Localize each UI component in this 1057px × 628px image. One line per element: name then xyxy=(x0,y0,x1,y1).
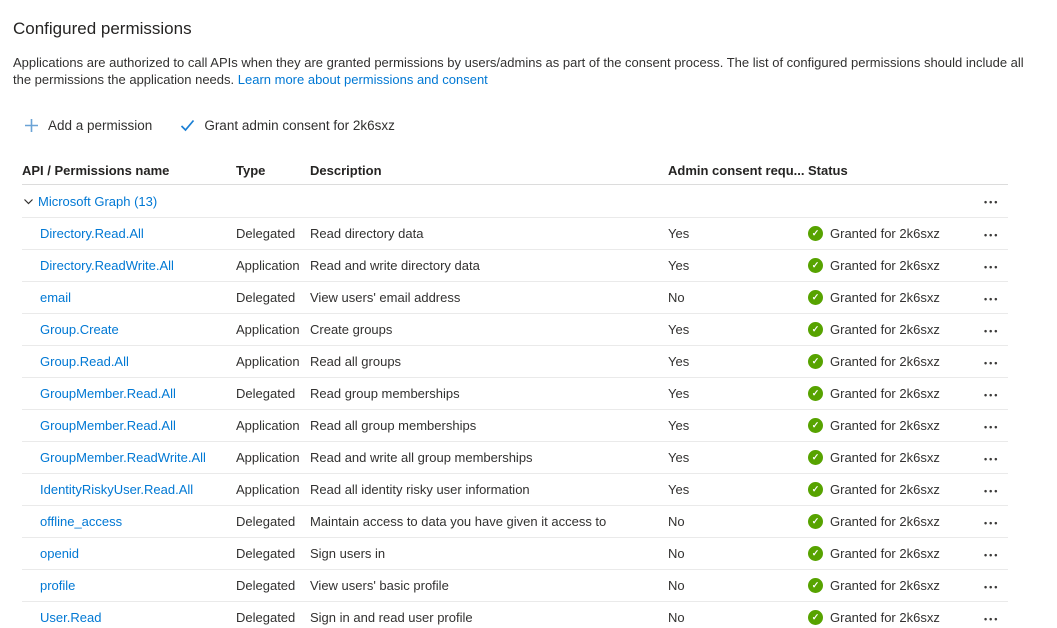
permission-name-link[interactable]: openid xyxy=(40,546,80,561)
status-text: Granted for 2k6sxz xyxy=(830,546,940,561)
status-text: Granted for 2k6sxz xyxy=(830,610,940,625)
permission-description: Read all identity risky user information xyxy=(310,482,530,497)
granted-check-icon: ✓ xyxy=(808,386,823,401)
ellipsis-icon: ••• xyxy=(984,389,1000,400)
add-permission-label: Add a permission xyxy=(48,117,153,133)
ellipsis-icon: ••• xyxy=(984,261,1000,272)
admin-consent-required-value: Yes xyxy=(668,354,690,369)
status-text: Granted for 2k6sxz xyxy=(830,322,940,337)
admin-consent-required-value: Yes xyxy=(668,386,690,401)
permission-type: Application xyxy=(236,418,300,433)
granted-check-icon: ✓ xyxy=(808,546,823,561)
row-context-menu-button[interactable] xyxy=(984,260,1008,272)
permission-type: Application xyxy=(236,258,300,273)
grant-admin-consent-label: Grant admin consent for 2k6sxz xyxy=(204,117,395,133)
table-body xyxy=(22,218,1008,628)
chevron-down-icon xyxy=(22,194,35,208)
permission-name-link[interactable]: User.Read xyxy=(40,610,102,625)
row-context-menu-button[interactable] xyxy=(984,516,1008,528)
permission-row xyxy=(22,346,1008,378)
permission-row xyxy=(22,538,1008,570)
row-context-menu-button[interactable] xyxy=(984,580,1008,592)
permission-row xyxy=(22,506,1008,538)
permission-row xyxy=(22,570,1008,602)
learn-more-link[interactable]: Learn more about permissions and consent xyxy=(237,72,488,87)
permission-name-link[interactable]: profile xyxy=(40,578,76,593)
permission-description: Read group memberships xyxy=(310,386,460,401)
permission-type: Delegated xyxy=(236,290,296,305)
permission-name-link[interactable]: GroupMember.ReadWrite.All xyxy=(40,450,206,465)
ellipsis-icon: ••• xyxy=(984,613,1000,624)
permission-row xyxy=(22,442,1008,474)
permission-type: Delegated xyxy=(236,546,296,561)
status-text: Granted for 2k6sxz xyxy=(830,418,940,433)
permissions-table xyxy=(22,156,1008,628)
permission-description: Sign users in xyxy=(310,546,386,561)
table-header xyxy=(22,156,1008,185)
add-permission-button[interactable] xyxy=(24,118,152,133)
permission-type: Delegated xyxy=(236,514,296,529)
permission-description: Read all group memberships xyxy=(310,418,477,433)
status-text: Granted for 2k6sxz xyxy=(830,386,940,401)
permission-description: Read all groups xyxy=(310,354,402,369)
permission-row xyxy=(22,218,1008,250)
permission-name-link[interactable]: Group.Create xyxy=(40,322,119,337)
admin-consent-required-value: No xyxy=(668,290,685,305)
granted-check-icon: ✓ xyxy=(808,322,823,337)
permission-name-link[interactable]: GroupMember.Read.All xyxy=(40,386,176,401)
admin-consent-required-value: No xyxy=(668,546,685,561)
permission-name-link[interactable]: Directory.Read.All xyxy=(40,226,144,241)
ellipsis-icon: ••• xyxy=(984,229,1000,240)
row-context-menu-button[interactable] xyxy=(984,452,1008,464)
permission-type: Delegated xyxy=(236,386,296,401)
row-context-menu-button[interactable] xyxy=(984,484,1008,496)
header-permissions-name: API / Permissions name xyxy=(22,162,170,178)
admin-consent-required-value: Yes xyxy=(668,258,690,273)
granted-check-icon: ✓ xyxy=(808,514,823,529)
granted-check-icon: ✓ xyxy=(808,354,823,369)
row-context-menu-button[interactable] xyxy=(984,612,1008,624)
status-text: Granted for 2k6sxz xyxy=(830,514,940,529)
status-text: Granted for 2k6sxz xyxy=(830,226,940,241)
permission-row xyxy=(22,602,1008,628)
permission-row xyxy=(22,378,1008,410)
admin-consent-required-value: Yes xyxy=(668,322,690,337)
checkmark-icon xyxy=(180,119,195,132)
permission-type: Application xyxy=(236,482,300,497)
admin-consent-required-value: Yes xyxy=(668,482,690,497)
admin-consent-required-value: No xyxy=(668,610,685,625)
permission-description: View users' basic profile xyxy=(310,578,449,593)
admin-consent-required-value: No xyxy=(668,514,685,529)
permission-name-link[interactable]: GroupMember.Read.All xyxy=(40,418,176,433)
ellipsis-icon: ••• xyxy=(984,293,1000,304)
status-text: Granted for 2k6sxz xyxy=(830,290,940,305)
permission-type: Application xyxy=(236,322,300,337)
permission-description: Read directory data xyxy=(310,226,424,241)
status-text: Granted for 2k6sxz xyxy=(830,482,940,497)
ellipsis-icon: ••• xyxy=(984,549,1000,560)
row-context-menu-button[interactable] xyxy=(984,292,1008,304)
granted-check-icon: ✓ xyxy=(808,450,823,465)
permission-name-link[interactable]: email xyxy=(40,290,72,305)
grant-admin-consent-button[interactable] xyxy=(180,118,395,133)
permission-type: Delegated xyxy=(236,226,296,241)
admin-consent-required-value: No xyxy=(668,578,685,593)
status-text: Granted for 2k6sxz xyxy=(830,578,940,593)
admin-consent-required-value: Yes xyxy=(668,226,690,241)
permission-type: Delegated xyxy=(236,578,296,593)
group-toggle[interactable] xyxy=(22,194,984,209)
granted-check-icon: ✓ xyxy=(808,226,823,241)
add-icon xyxy=(24,118,39,133)
ellipsis-icon: ••• xyxy=(984,421,1000,432)
status-text: Granted for 2k6sxz xyxy=(830,354,940,369)
permission-type: Application xyxy=(236,354,300,369)
permission-row xyxy=(22,250,1008,282)
ellipsis-icon: ••• xyxy=(984,357,1000,368)
permission-name-link[interactable]: Directory.ReadWrite.All xyxy=(40,258,174,273)
permission-description: Read and write directory data xyxy=(310,258,480,273)
row-context-menu-button[interactable] xyxy=(984,388,1008,400)
row-context-menu-button[interactable] xyxy=(984,356,1008,368)
granted-check-icon: ✓ xyxy=(808,418,823,433)
group-context-menu-button[interactable] xyxy=(984,195,1008,207)
ellipsis-icon: ••• xyxy=(984,325,1000,336)
granted-check-icon: ✓ xyxy=(808,482,823,497)
row-context-menu-button[interactable] xyxy=(984,420,1008,432)
header-type: Type xyxy=(236,162,266,178)
permission-row xyxy=(22,314,1008,346)
page-title: Configured permissions xyxy=(13,19,192,38)
command-bar xyxy=(24,114,1044,136)
ellipsis-icon: ••• xyxy=(984,197,1000,207)
row-context-menu-button[interactable] xyxy=(984,324,1008,336)
permission-description: Maintain access to data you have given it access to xyxy=(310,514,607,529)
permission-row xyxy=(22,282,1008,314)
permission-type: Application xyxy=(236,450,300,465)
api-group-row xyxy=(22,185,1008,218)
group-name-label: Microsoft Graph (13) xyxy=(38,193,158,209)
intro-text xyxy=(13,54,1044,88)
permission-name-link[interactable]: offline_access xyxy=(40,514,123,529)
intro-description: Applications are authorized to call APIs when they are granted permissions by users/admins as part of the consent process. The list of configured permissions should include all the permissions the application needs. xyxy=(13,55,1024,87)
permission-row xyxy=(22,410,1008,442)
granted-check-icon: ✓ xyxy=(808,610,823,625)
permission-type: Delegated xyxy=(236,610,296,625)
status-text: Granted for 2k6sxz xyxy=(830,258,940,273)
admin-consent-required-value: Yes xyxy=(668,418,690,433)
permission-description: Sign in and read user profile xyxy=(310,610,473,625)
permission-name-link[interactable]: Group.Read.All xyxy=(40,354,129,369)
granted-check-icon: ✓ xyxy=(808,290,823,305)
header-status: Status xyxy=(808,162,848,178)
ellipsis-icon: ••• xyxy=(984,485,1000,496)
ellipsis-icon: ••• xyxy=(984,517,1000,528)
header-admin-consent: Admin consent requ... xyxy=(668,162,805,178)
granted-check-icon: ✓ xyxy=(808,258,823,273)
permission-name-link[interactable]: IdentityRiskyUser.Read.All xyxy=(40,482,194,497)
row-context-menu-button[interactable] xyxy=(984,228,1008,240)
permission-description: View users' email address xyxy=(310,290,461,305)
permission-row xyxy=(22,474,1008,506)
permission-description: Read and write all group memberships xyxy=(310,450,533,465)
permission-description: Create groups xyxy=(310,322,393,337)
header-description: Description xyxy=(310,162,382,178)
status-text: Granted for 2k6sxz xyxy=(830,450,940,465)
ellipsis-icon: ••• xyxy=(984,581,1000,592)
ellipsis-icon: ••• xyxy=(984,453,1000,464)
row-context-menu-button[interactable] xyxy=(984,548,1008,560)
admin-consent-required-value: Yes xyxy=(668,450,690,465)
granted-check-icon: ✓ xyxy=(808,578,823,593)
